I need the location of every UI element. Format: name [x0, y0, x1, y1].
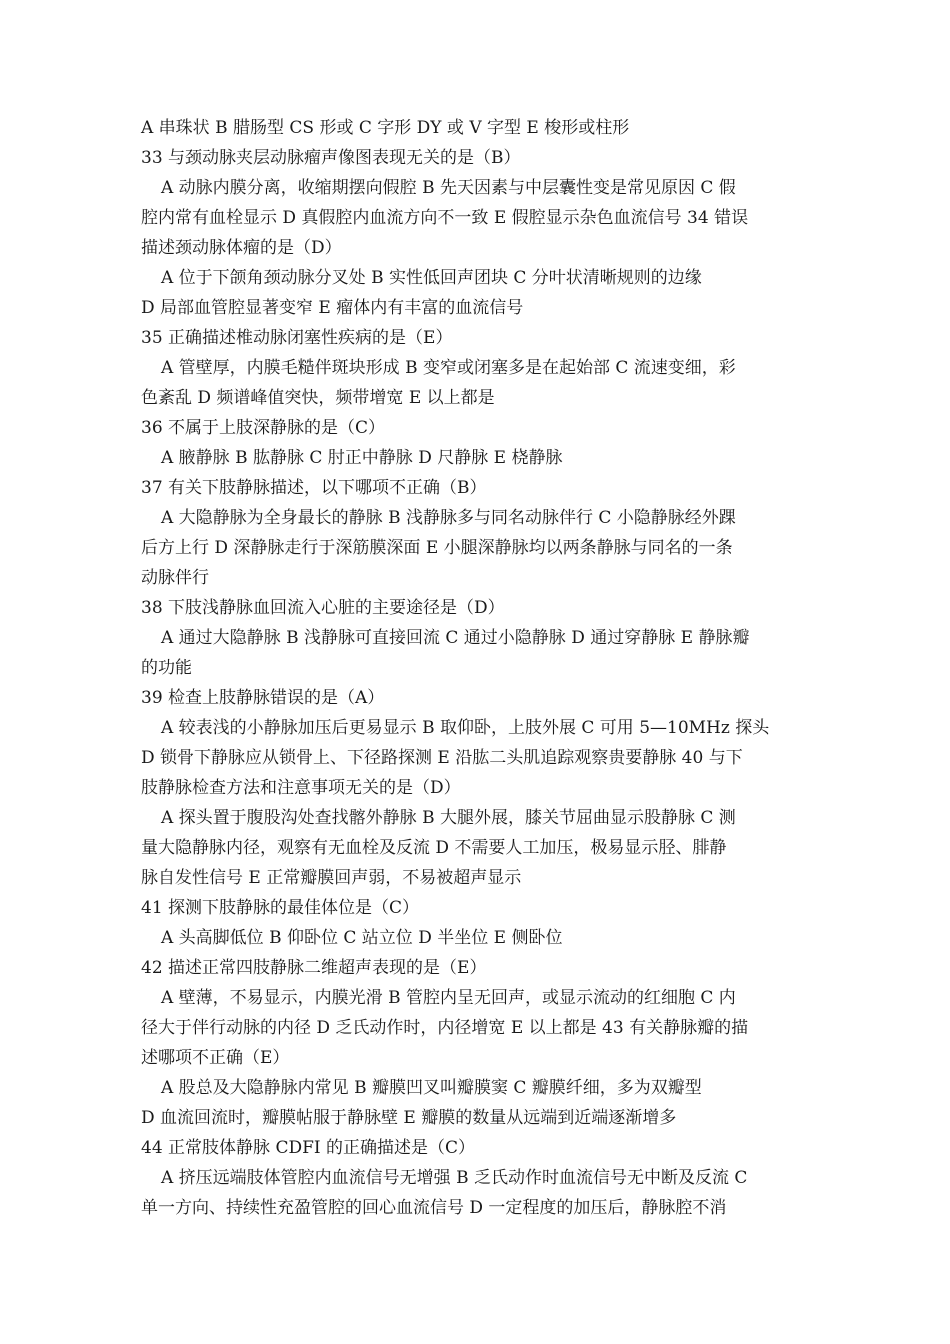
text-line: A 壁薄，不易显示，内膜光滑 B 管腔内呈无回声，或显示流动的红细胞 C 内: [161, 988, 736, 1008]
text-line: 37 有关下肢静脉描述，以下哪项不正确（B）: [141, 478, 487, 498]
text-line: 动脉伴行: [141, 568, 209, 588]
text-line: A 腋静脉 B 肱静脉 C 肘正中静脉 D 尺静脉 E 桡静脉: [161, 448, 563, 468]
text-line: 单一方向、持续性充盈管腔的回心血流信号 D 一定程度的加压后，静脉腔不消: [141, 1198, 727, 1218]
text-line: D 血流回流时，瓣膜帖服于静脉壁 E 瓣膜的数量从远端到近端逐渐增多: [141, 1108, 677, 1128]
text-line: D 锁骨下静脉应从锁骨上、下径路探测 E 沿肱二头肌追踪观察贵要静脉 40 与下: [141, 748, 743, 768]
text-line: A 串珠状 B 腊肠型 CS 形或 C 字形 DY 或 V 字型 E 梭形或柱形: [141, 118, 630, 138]
text-line: 42 描述正常四肢静脉二维超声表现的是（E）: [141, 958, 487, 978]
text-line: 38 下肢浅静脉血回流入心脏的主要途径是（D）: [141, 598, 505, 618]
text-line: D 局部血管腔显著变窄 E 瘤体内有丰富的血流信号: [141, 298, 524, 318]
text-line: 述哪项不正确（E）: [141, 1048, 290, 1068]
text-line: A 头高脚低位 B 仰卧位 C 站立位 D 半坐位 E 侧卧位: [161, 928, 563, 948]
text-line: A 较表浅的小静脉加压后更易显示 B 取仰卧，上肢外展 C 可用 5—10MHz 探头: [161, 718, 770, 738]
text-line: A 股总及大隐静脉内常见 B 瓣膜凹叉叫瓣膜窦 C 瓣膜纤细，多为双瓣型: [161, 1078, 702, 1098]
text-line: 44 正常肢体静脉 CDFI 的正确描述是（C）: [141, 1138, 475, 1158]
document-page: [141, 113, 809, 1223]
text-line: A 大隐静脉为全身最长的静脉 B 浅静脉多与同名动脉伴行 C 小隐静脉经外踝: [161, 508, 736, 528]
text-line: 描述颈动脉体瘤的是（D）: [141, 238, 342, 258]
text-line: A 通过大隐静脉 B 浅静脉可直接回流 C 通过小隐静脉 D 通过穿静脉 E 静脉瓣: [161, 628, 750, 648]
text-line: 色紊乱 D 频谱峰值突快，频带增宽 E 以上都是: [141, 388, 495, 408]
text-line: A 管壁厚，内膜毛糙伴斑块形成 B 变窄或闭塞多是在起始部 C 流速变细，彩: [161, 358, 736, 378]
text-line: A 挤压远端肢体管腔内血流信号无增强 B 乏氏动作时血流信号无中断及反流 C: [161, 1168, 748, 1188]
text-line: 脉自发性信号 E 正常瓣膜回声弱，不易被超声显示: [141, 868, 522, 888]
text-line: 的功能: [141, 658, 192, 678]
text-line: 腔内常有血栓显示 D 真假腔内血流方向不一致 E 假腔显示杂色血流信号 34 错误: [141, 208, 749, 228]
text-line: 33 与颈动脉夹层动脉瘤声像图表现无关的是（B）: [141, 148, 521, 168]
text-line: A 位于下颌角颈动脉分叉处 B 实性低回声团块 C 分叶状清晰规则的边缘: [161, 268, 702, 288]
text-line: 量大隐静脉内径，观察有无血栓及反流 D 不需要人工加压，极易显示胫、腓静: [141, 838, 727, 858]
text-line: 39 检查上肢静脉错误的是（A）: [141, 688, 385, 708]
text-line: 后方上行 D 深静脉走行于深筋膜深面 E 小腿深静脉均以两条静脉与同名的一条: [141, 538, 733, 558]
text-line: 41 探测下肢静脉的最佳体位是（C）: [141, 898, 420, 918]
text-line: 径大于伴行动脉的内径 D 乏氏动作时，内径增宽 E 以上都是 43 有关静脉瓣的描: [141, 1018, 749, 1038]
text-line: 35 正确描述椎动脉闭塞性疾病的是（E）: [141, 328, 453, 348]
text-line: A 探头置于腹股沟处查找髂外静脉 B 大腿外展，膝关节屈曲显示股静脉 C 测: [161, 808, 736, 828]
text-line: 36 不属于上肢深静脉的是（C）: [141, 418, 386, 438]
text-line: 肢静脉检查方法和注意事项无关的是（D）: [141, 778, 461, 798]
text-line: A 动脉内膜分离，收缩期摆向假腔 B 先天因素与中层囊性变是常见原因 C 假: [161, 178, 736, 198]
